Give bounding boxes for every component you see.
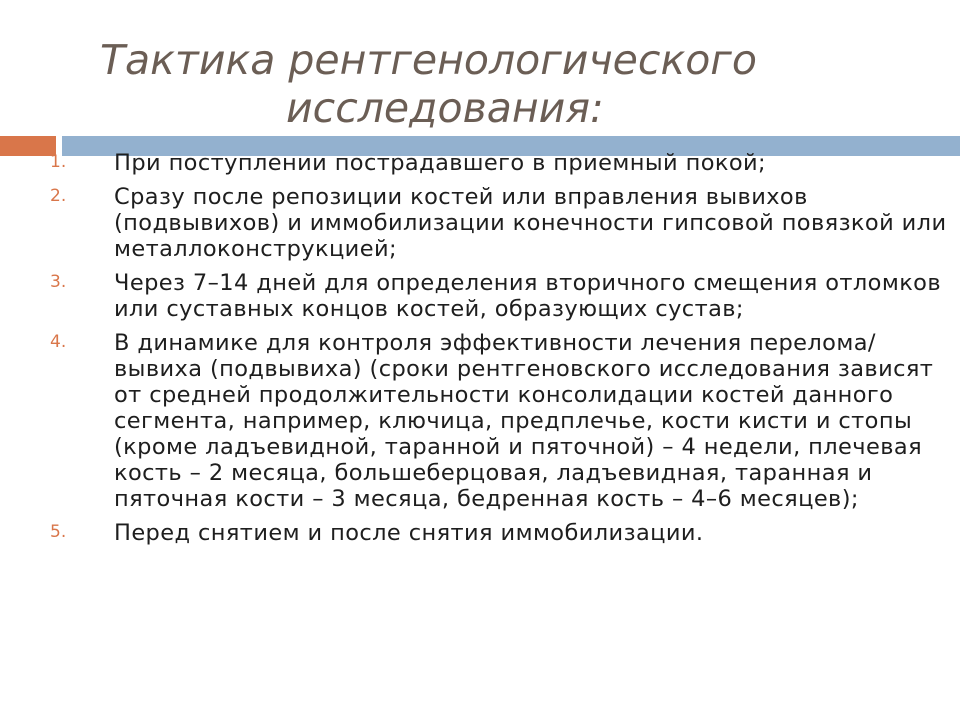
list-text: Перед снятием и после снятия иммобилизации.: [114, 520, 704, 546]
list-item: [50, 150, 955, 176]
title-line-1: Тактика рентгенологического: [100, 36, 757, 84]
list-text: При поступлении пострадавшего в приемный покой;: [114, 150, 767, 176]
list-number: 2.: [50, 186, 67, 206]
title-line-2: исследования:: [286, 84, 604, 132]
list-item: [50, 520, 955, 546]
list-item: [50, 270, 955, 322]
list-item: [50, 184, 955, 262]
orange-accent-bar: [0, 136, 56, 156]
list-number: 4.: [50, 332, 67, 352]
list-number: 3.: [50, 272, 67, 292]
list-number: 1.: [50, 152, 67, 172]
content-list: [50, 150, 955, 554]
list-number: 5.: [50, 522, 67, 542]
list-text: Сразу после репозиции костей или вправления вывихов (подвывихов) и иммобилизации конечности гипсовой повязкой или металлоконструкцией;: [114, 184, 947, 262]
list-item: [50, 330, 955, 512]
list-text: Через 7–14 дней для определения вторичного смещения отломков или суставных концов костей, образующих сустав;: [114, 270, 942, 322]
list-text: В динамике для контроля эффективности лечения перелома/вывиха (подвывиха) (сроки рентгеновского исследования зависят от средней продолжительности консолидации костей данного сегмента, например, ключица, предплечье, кости кисти и стопы (кроме ладъевидной, таранной и пяточной) – 4 недели, плечевая кость – 2 месяца, большеберцовая, ладъевидная, таранная и пяточная кости – 3 месяца, бедренная кость – 4–6 месяцев);: [114, 330, 934, 512]
slide-title: [100, 36, 860, 132]
